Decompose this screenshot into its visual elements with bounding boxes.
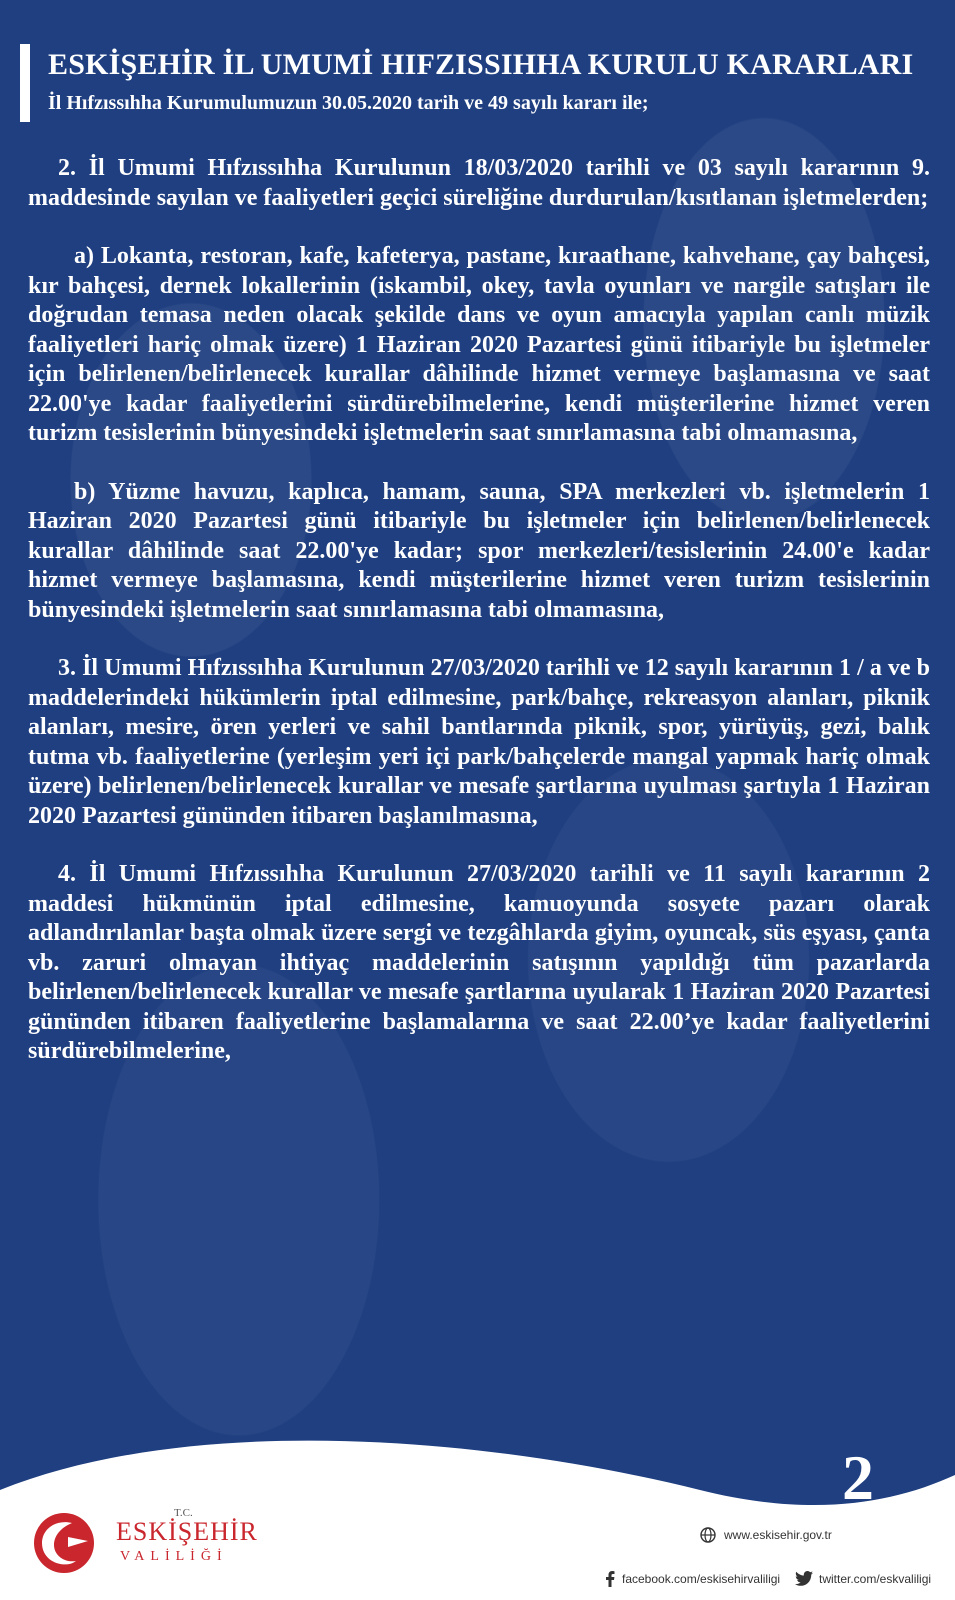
facebook-link[interactable] [604, 1571, 780, 1587]
logo-name-text: ESKİŞEHİR [116, 1517, 258, 1546]
document-body [28, 154, 930, 1096]
header-accent-bar [20, 44, 30, 122]
logo-emblem-icon [28, 1507, 100, 1579]
page-title: ESKİŞEHİR İL UMUMİ HIFZISSIHHA KURULU KARARLARI [48, 48, 914, 81]
paragraph-4: 4. İl Umumi Hıfzıssıhha Kurulunun 27/03/2020 tarihli ve 11 sayılı kararının 2 maddesi hükmünün iptal edilmesine, kamuoyunda sosyete pazarı olarak adlandırılanlar başta olmak üzere sergi ve tezgâhlarda giyim, oyuncak, süs eşyası, çanta vb. zaruri olmayan ihtiyaç maddelerinin satışının yapıldığı tüm pazarlarda belirlenen/belirlenecek kurallar ve mesafe şartlarına uyularak 1 Haziran 2020 Pazartesi gününden itibaren faaliyetlerine başlamalarına ve saat 22.00’ye kadar faaliyetlerini sürdürebilmelerine, [28, 861, 930, 1064]
twitter-link[interactable] [795, 1571, 931, 1586]
globe-icon [700, 1527, 716, 1543]
page-number: 2 [842, 1442, 874, 1513]
page-subtitle: İl Hıfzıssıhha Kurumulumuzun 30.05.2020 tarih ve 49 sayılı kararı ile; [48, 92, 649, 114]
header [20, 44, 925, 122]
logo-sub-text: VALİLİĞİ [120, 1549, 228, 1564]
paragraph-2: 2. İl Umumi Hıfzıssıhha Kurulunun 18/03/2020 tarihli ve 03 sayılı kararının 9. maddesinde sayılan ve faaliyetleri geçici süreliğine durdurulan/kısıtlanan işletmelerden; [28, 155, 930, 211]
paragraph-3: 3. İl Umumi Hıfzıssıhha Kurulunun 27/03/2020 tarihli ve 12 sayılı kararının 1 / a ve b maddelerindeki hükümlerin iptal edilmesine, park/bahçe, rekreasyon alanları, piknik alanları, mesire, ören yerleri ve sahil bantlarında piknik, spor, yürüyüş, gezi, balık tutma vb. faaliyetlerine (yerleşim yeri içi park/bahçelerde mangal yapmak hariç olmak üzere) belirlenen/belirlenecek kurallar ve mesafe şartlarına uyulması şartıyla 1 Haziran 2020 Pazartesi gününden itibaren başlanılmasına, [28, 655, 930, 829]
facebook-icon [604, 1571, 616, 1587]
twitter-text: twitter.com/eskvaliligi [819, 1571, 932, 1586]
eskisehir-valiligi-logo [28, 1505, 258, 1585]
logo-tc-text: T.C. [174, 1507, 193, 1519]
facebook-text: facebook.com/eskisehirvaliligi [622, 1572, 781, 1586]
paragraph-2b: b) Yüzme havuzu, kaplıca, hamam, sauna, SPA merkezleri vb. işletmelerin 1 Haziran 2020 Pazartesi günü itibariyle bu işletmeler için belirlenen/belirlenecek kurallar dâhilinde saat 22.00'ye kadar; spor merkezleri/tesislerinin 24.00'e kadar hizmet vermeye başlamasına, kendi müşterilerine hizmet veren turizm tesislerinin bünyesindeki işletmelerin saat sınırlamasına tabi olmamasına, [28, 478, 930, 623]
twitter-icon [795, 1571, 813, 1586]
website-link[interactable] [700, 1527, 832, 1543]
paragraph-2a: a) Lokanta, restoran, kafe, kafeterya, pastane, kıraathane, kahvehane, çay bahçesi, kır bahçesi, dernek lokallerinin (iskambil, okey, tavla oyunları ve nargile satışları ile doğrudan temasa neden olacak şekilde dans ve oyun amacıyla yapılan canlı müzik faaliyetleri hariç olmak üzere) 1 Haziran 2020 Pazartesi günü itibariyle bu işletmeler için belirlenen/belirlenecek kurallar dâhilinde hizmet vermeye başlamasına ve saat 22.00'ye kadar faaliyetlerini sürdürebilmelerine, kendi müşterilerine hizmet veren turizm tesislerinin bünyesindeki işletmelerin saat sınırlamasına tabi olmamasına, [28, 243, 930, 446]
website-text: www.eskisehir.gov.tr [724, 1528, 832, 1542]
